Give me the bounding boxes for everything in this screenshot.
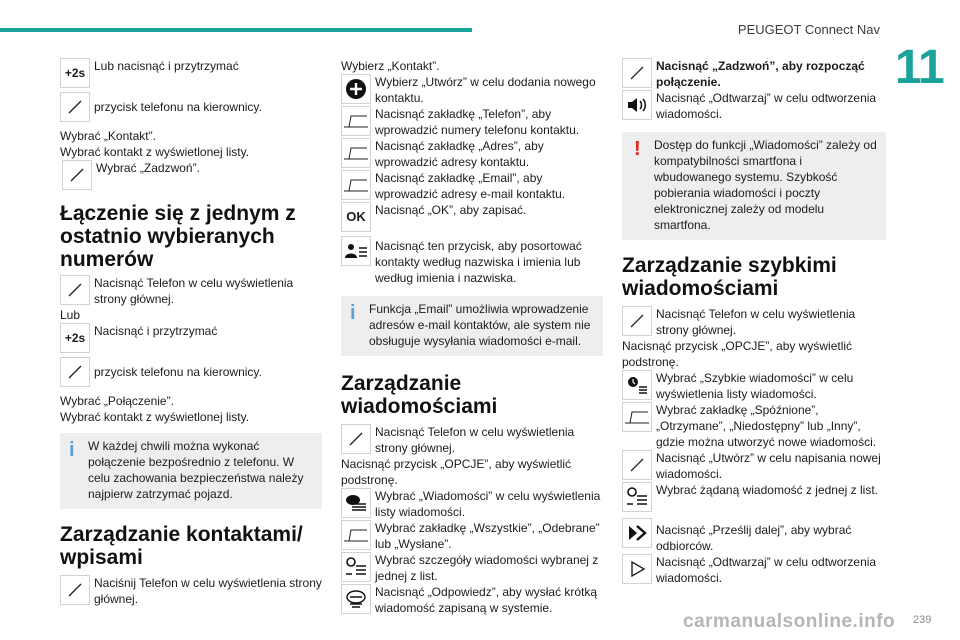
step-row <box>341 584 603 616</box>
message-details-icon <box>622 482 652 512</box>
tab-icon <box>341 170 371 200</box>
forward-icon <box>622 518 652 548</box>
phone-line-icon <box>341 424 371 454</box>
header-accent-bar <box>0 28 472 32</box>
step-text: Nacisnąć „Odtwarzaj” w celu odtworzenia wiadomości. <box>656 555 877 585</box>
step-text: przycisk telefonu na kierownicy. <box>94 100 262 114</box>
step-row <box>341 424 603 456</box>
step-row <box>60 92 322 122</box>
tab-icon <box>341 106 371 136</box>
phone-line-icon <box>60 92 90 122</box>
plus-2s-icon: +2s <box>60 58 90 88</box>
step-row <box>341 520 603 552</box>
step-row <box>622 90 886 122</box>
section-heading: Zarządzanie wiadomościami <box>341 372 498 418</box>
step-text: przycisk telefonu na kierownicy. <box>94 365 262 379</box>
step-row <box>622 554 886 586</box>
sort-contacts-icon <box>341 236 371 266</box>
step-text: Wybrać „Wiadomości” w celu wyświetlenia listy wiadomości. <box>375 489 601 519</box>
step-text: Wybrać zakładkę „Wszystkie”, „Odebrane” lub „Wysłane”. <box>375 521 600 551</box>
step-text: Nacisnąć zakładkę „Adres”, aby wprowadzić adresy kontaktu. <box>375 139 544 169</box>
phone-line-icon <box>622 306 652 336</box>
warning-note <box>622 132 886 240</box>
step-row <box>341 74 603 106</box>
tab-icon <box>341 520 371 550</box>
step-text: Nacisnąć ten przycisk, aby posortować kontakty według nazwiska i imienia lub według imienia i nazwiska. <box>375 239 582 285</box>
page-number: 239 <box>913 614 932 626</box>
step-text: Nacisnąć zakładkę „Telefon”, aby wprowadzić numery telefonu kontaktu. <box>375 107 580 137</box>
step-row <box>60 275 322 307</box>
info-icon: i <box>69 439 75 461</box>
pencil-icon <box>622 450 652 480</box>
warning-icon: ! <box>634 138 641 160</box>
tab-icon <box>622 402 652 432</box>
paragraph: Nacisnąć przycisk „OPCJE”, aby wyświetlić podstronę. <box>341 457 572 487</box>
step-row <box>341 236 603 286</box>
step-text: Wybrać „Zadzwoń”. <box>96 161 200 175</box>
ok-icon: OK <box>341 202 371 232</box>
paragraph: Wybierz „Kontakt”. <box>341 59 440 73</box>
phone-line-icon <box>62 160 92 190</box>
paragraph: Nacisnąć przycisk „OPCJE”, aby wyświetlić podstronę. <box>622 339 853 369</box>
page-header-title: PEUGEOT Connect Nav <box>737 22 880 37</box>
step-text: Nacisnąć „OK”, aby zapisać. <box>375 203 527 217</box>
step-row <box>622 518 886 554</box>
step-row <box>622 306 886 338</box>
step-text: Wybrać „Szybkie wiadomości” w celu wyświetlenia listy wiadomości. <box>656 371 854 401</box>
section-heading: Zarządzanie szybkimi wiadomościami <box>622 254 837 300</box>
note-text: W każdej chwili można wykonać połączenie bezpośrednio z telefonu. W celu zachowania bezpieczeństwa należy najpierw zatrzymać pojazd. <box>88 439 304 501</box>
step-text: Wybierz „Utwórz” w celu dodania nowego kontaktu. <box>375 75 596 105</box>
column-3 <box>622 58 886 586</box>
step-row <box>341 488 603 520</box>
step-row <box>60 323 322 353</box>
step-row <box>60 357 322 387</box>
step-text: Lub nacisnąć i przytrzymać <box>94 59 239 73</box>
step-row <box>341 552 603 584</box>
add-circle-icon <box>341 74 371 104</box>
step-text: Wybrać szczegóły wiadomości wybranej z jednej z list. <box>375 553 599 583</box>
phone-line-icon <box>622 58 652 88</box>
messages-icon <box>341 488 371 518</box>
tab-icon <box>341 138 371 168</box>
step-text: Nacisnąć „Utwórz” w celu napisania nowej wiadomości. <box>656 451 881 481</box>
note-text: Dostęp do funkcji „Wiadomości” zależy od kompatybilności smartfona i wbudowanego systemu. Szybkość pobierania wiadomości i poczty elektronicznej zależy od modelu smartfona. <box>654 138 877 232</box>
chapter-number: 11 <box>895 41 944 94</box>
step-row <box>62 160 322 190</box>
speaker-icon <box>622 90 652 120</box>
step-text: Nacisnąć „Odpowiedz”, aby wysłać krótką wiadomość zapisaną w systemie. <box>375 585 598 615</box>
step-text: Nacisnąć Telefon w celu wyświetlenia strony głównej. <box>94 276 294 306</box>
paragraph: Wybrać „Kontakt”. <box>60 129 156 143</box>
step-row <box>622 402 886 450</box>
section-heading: Zarządzanie kontaktami/ wpisami <box>60 523 303 569</box>
step-text: Nacisnąć Telefon w celu wyświetlenia strony głównej. <box>375 425 575 455</box>
plus-2s-icon: +2s <box>60 323 90 353</box>
step-text: Wybrać zakładkę „Spóźnione”, „Otrzymane”, „Niedostępny” lub „Inny”, gdzie można utworzyć nowe wiadomości. <box>656 403 877 449</box>
paragraph: Wybrać „Połączenie”. <box>60 394 174 408</box>
message-details-icon <box>341 552 371 582</box>
column-2 <box>341 58 603 616</box>
phone-line-icon <box>60 575 90 605</box>
step-text: Nacisnąć „Zadzwoń”, aby rozpocząć połączenie. <box>656 59 865 89</box>
paragraph: Wybrać kontakt z wyświetlonej listy. <box>60 145 250 159</box>
step-row <box>341 106 603 138</box>
step-text: Nacisnąć zakładkę „Email”, aby wprowadzić adresy e-mail kontaktu. <box>375 171 566 201</box>
step-text: Nacisnąć i przytrzymać <box>94 324 218 338</box>
step-row <box>341 138 603 170</box>
reply-message-icon <box>341 584 371 614</box>
step-row <box>60 58 322 88</box>
paragraph: Lub <box>60 308 81 322</box>
step-text: Wybrać żądaną wiadomość z jednej z list. <box>656 483 878 497</box>
step-row <box>622 450 886 482</box>
info-note <box>341 296 603 356</box>
info-icon: i <box>350 302 356 324</box>
step-text: Naciśnij Telefon w celu wyświetlenia strony głównej. <box>94 576 322 606</box>
step-row <box>341 170 603 202</box>
step-row <box>60 575 322 607</box>
column-1 <box>60 58 322 607</box>
watermark: carmanualsonline.info <box>683 611 896 632</box>
step-row <box>341 202 603 232</box>
step-text: Nacisnąć „Odtwarzaj” w celu odtworzenia wiadomości. <box>656 91 877 121</box>
info-note <box>60 433 322 509</box>
note-text: Funkcja „Email” umożliwia wprowadzenie adresów e-mail kontaktów, ale system nie obsługuje wysyłania wiadomości e-mail. <box>369 302 591 348</box>
step-text: Nacisnąć Telefon w celu wyświetlenia strony głównej. <box>656 307 856 337</box>
section-heading: Łączenie się z jednym z ostatnio wybieranych numerów <box>60 202 296 271</box>
phone-line-icon <box>60 357 90 387</box>
step-row <box>622 482 886 512</box>
quick-messages-icon <box>622 370 652 400</box>
phone-line-icon <box>60 275 90 305</box>
step-row <box>622 58 886 90</box>
step-text: Nacisnąć „Prześlij dalej”, aby wybrać odbiorców. <box>656 523 852 553</box>
paragraph: Wybrać kontakt z wyświetlonej listy. <box>60 410 250 424</box>
play-icon <box>622 554 652 584</box>
step-row <box>622 370 886 402</box>
